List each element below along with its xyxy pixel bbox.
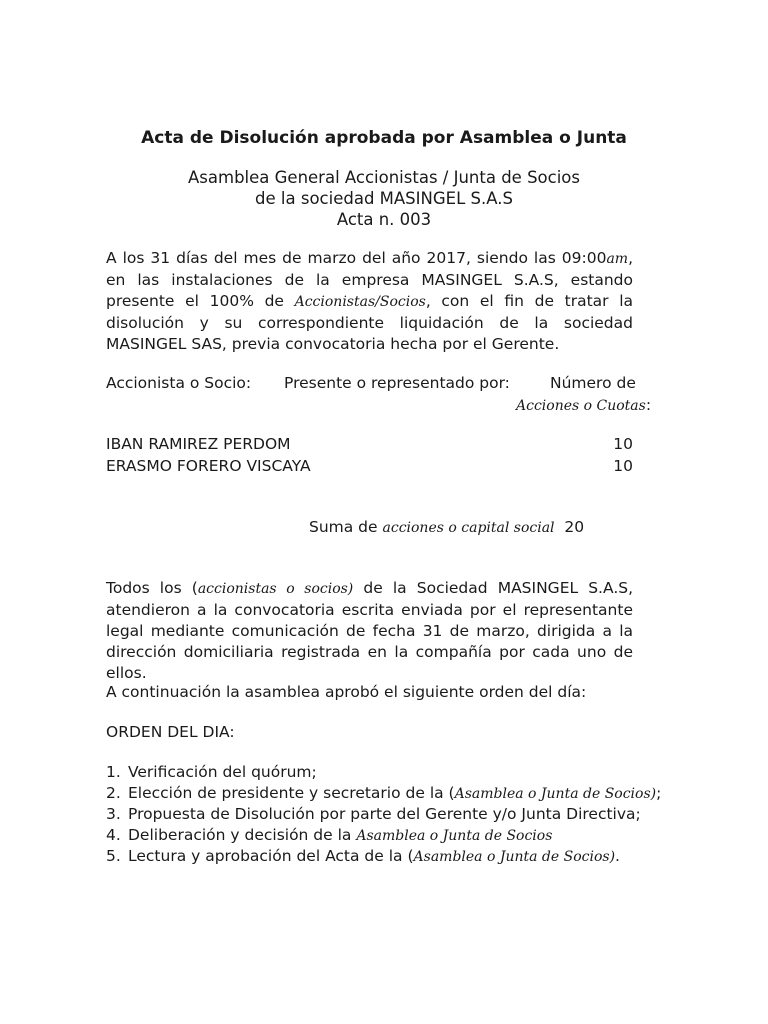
item-text: Elección de presidente y secretario de la (	[128, 784, 455, 802]
intro-am: am	[606, 251, 629, 267]
table-header-representado: Presente o representado por:	[284, 374, 510, 392]
shareholder-shares: 10	[613, 435, 633, 453]
intro-paragraph	[106, 248, 633, 355]
table-header-socio: Accionista o Socio:	[106, 374, 252, 392]
item-tail: .	[615, 847, 620, 865]
item-text: Verificación del quórum;	[128, 763, 317, 781]
item-number: 5.	[106, 847, 121, 865]
subtitle-line: Asamblea General Accionistas / Junta de Socios	[188, 168, 580, 187]
document-subtitle	[0, 167, 768, 230]
shares-sum	[309, 517, 584, 539]
table-header-numero: Número de	[550, 374, 636, 392]
list-item	[106, 825, 666, 846]
table-row	[106, 434, 633, 455]
list-item	[106, 846, 666, 867]
acciones-label: Acciones o Cuotas	[516, 398, 646, 414]
sum-number: 20	[564, 518, 585, 536]
list-item	[106, 762, 666, 783]
item-tail: ;	[656, 784, 662, 802]
attendance-text: Todos los (	[106, 579, 198, 597]
sum-prefix: Suma de	[309, 518, 383, 536]
attendance-text: de la Sociedad MASINGEL S.A.S, atendieron a la convocatoria escrita enviada por el representante legal mediante comunicación de fecha 31 de marzo, dirigida a la dirección domiciliaria registrada en la compañía por cada uno de ellos.	[106, 579, 634, 682]
intro-text: , con el fin de tratar la disolución y su correspondiente liquidación de la sociedad MASINGEL SAS, previa convocatoria hecha por el Gerente.	[106, 292, 633, 353]
sum-value	[555, 518, 585, 536]
item-text: Deliberación y decisión de la	[128, 826, 357, 844]
item-text: Lectura y aprobación del Acta de la (	[128, 847, 414, 865]
item-text: Propuesta de Disolución por parte del Gerente y/o Junta Directiva;	[128, 805, 641, 823]
shareholder-shares: 10	[613, 457, 633, 475]
shareholder-name: ERASMO FORERO VISCAYA	[106, 457, 311, 475]
intro-text: A los 31 días del mes de marzo del año 2017, siendo las 09:00	[106, 249, 607, 267]
item-italic: Asamblea o Junta de Socios)	[413, 849, 616, 865]
table-row	[106, 456, 633, 477]
list-item	[106, 783, 666, 804]
subtitle-line: Acta n. 003	[336, 210, 432, 229]
item-number: 3.	[106, 805, 121, 823]
table-header-acciones	[516, 395, 651, 417]
item-italic: Asamblea o Junta de Socios	[356, 828, 553, 844]
agenda-intro: A continuación la asamblea aprobó el siguiente orden del día:	[106, 683, 587, 701]
agenda-heading: ORDEN DEL DIA:	[106, 723, 235, 741]
item-number: 2.	[106, 784, 121, 802]
intro-text: , en las instalaciones de la empresa MASINGEL S.A.S, estando presente el 100% de	[106, 249, 633, 310]
item-italic: Asamblea o Junta de Socios)	[454, 786, 657, 802]
intro-accionistas: Accionistas/Socios	[294, 294, 426, 310]
item-number: 4.	[106, 826, 121, 844]
subtitle-line: de la sociedad MASINGEL S.A.S	[255, 189, 513, 208]
attendance-paragraph	[106, 578, 633, 684]
item-number: 1.	[106, 763, 121, 781]
agenda-list	[106, 762, 666, 867]
attendance-italic: accionistas o socios)	[197, 581, 354, 597]
sum-label: acciones o capital social	[382, 520, 555, 536]
shareholder-name: IBAN RAMIREZ PERDOM	[106, 435, 291, 453]
document-title: Acta de Disolución aprobada por Asamblea o Junta	[141, 128, 627, 148]
list-item	[106, 804, 666, 825]
acciones-colon: :	[645, 396, 652, 414]
